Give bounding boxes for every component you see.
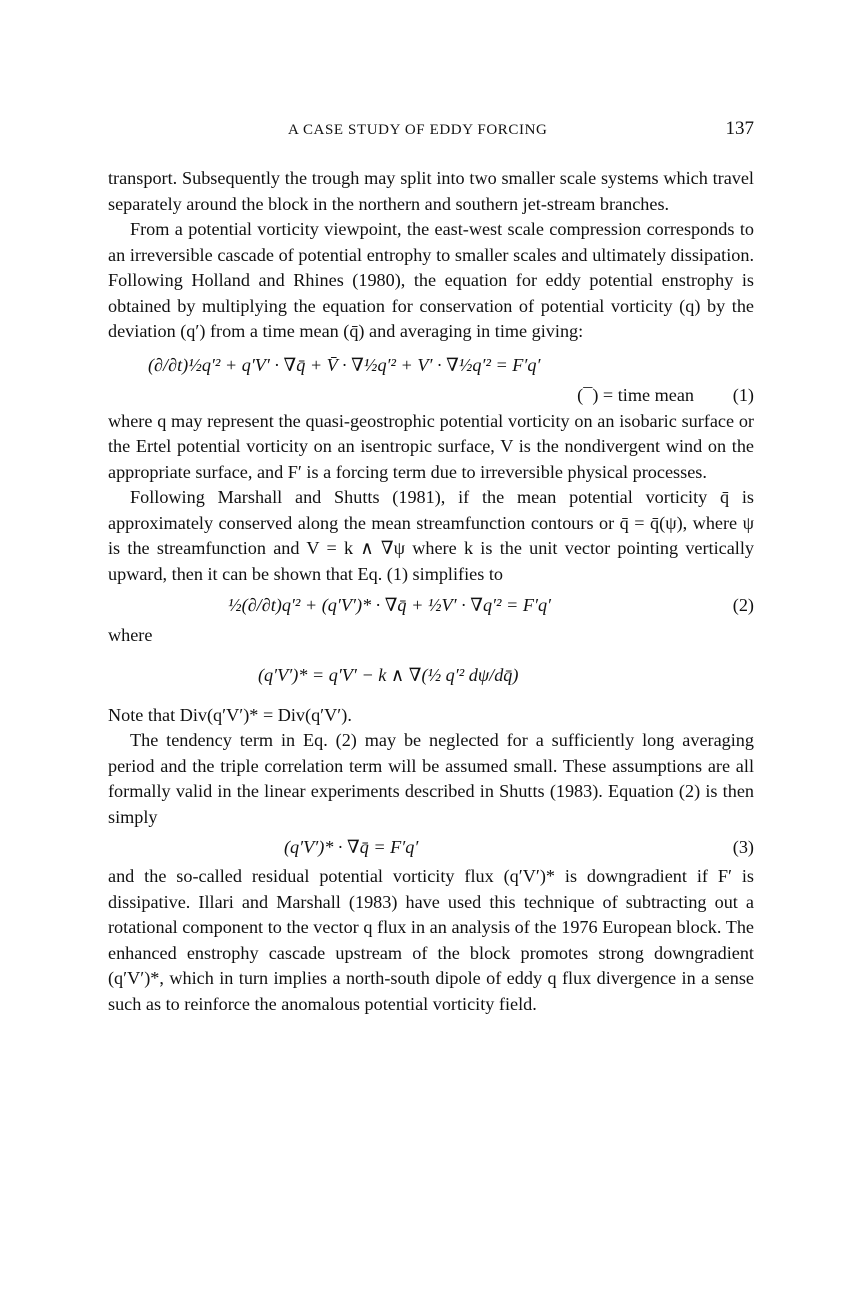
equation-3 xyxy=(108,830,754,864)
page-number: 137 xyxy=(725,118,754,139)
page-header xyxy=(108,118,754,146)
equation-1-number: (1) xyxy=(732,384,754,405)
equation-1 xyxy=(108,345,754,409)
equation-2 xyxy=(108,587,754,623)
equation-1-note: (¯) = time mean xyxy=(577,384,694,405)
equation-2-number: (2) xyxy=(732,595,754,615)
equation-3-body: (q′V′)* · ∇q̄ = F′q′ xyxy=(284,837,419,857)
running-head: A CASE STUDY OF EDDY FORCING xyxy=(288,122,548,138)
paragraph-4: Following Marshall and Shutts (1981), if the mean potential vorticity q̄ is approximately conserved along the mean streamfunction contours or q̄ = q̄(ψ), where ψ is the streamfunction and V = k ∧ ∇ψ where k is the unit vector pointing vertically upward, then it can be shown that Eq. (1) simplifies to xyxy=(108,487,754,584)
equation-1-body: (∂/∂t)½q′² + q′V′ · ∇q̄ + V̄ · ∇½q′² + V′ · ∇½q′² = F′q′ xyxy=(148,354,541,375)
paragraph-1: transport. Subsequently the trough may split into two smaller scale systems which travel separately around the block in the northern and southern jet-stream branches. xyxy=(108,168,754,214)
body-text xyxy=(108,166,754,1017)
equation-2-body: ½(∂/∂t)q′² + (q′V′)* · ∇q̄ + ½V′ · ∇q′² = F′q′ xyxy=(228,595,552,615)
equation-3-number: (3) xyxy=(732,837,754,857)
paragraph-2: From a potential vorticity viewpoint, the east-west scale compression corresponds to an irreversible cascade of potential entrophy to smaller scales and ultimately dissipation. Following Holland and Rhines (1980), the equation for eddy potential enstrophy is obtained by multiplying the equation for conservation of potential vorticity (q) by the deviation (q′) from a time mean (q̄) and averaging in time giving: xyxy=(108,219,754,341)
paragraph-5: Note that Div(q′V′)* = Div(q′V′). xyxy=(108,704,352,725)
equation-definition-body: (q′V′)* = q′V′ − k ∧ ∇(½ q′² dψ/dq̄) xyxy=(258,664,519,685)
paragraph-7: and the so-called residual potential vorticity flux (q′V′)* is downgradient if F′ is dissipative. Illari and Marshall (1983) have used this technique of subtracting out a rotational component to the vector q flux in an analysis of the 1976 European block. The enhanced enstrophy cascade upstream of the block promotes strong downgradient (q′V′)*, which in turn implies a north-south dipole of eddy q flux divergence in a sense such as to reinforce the anomalous potential vorticity field. xyxy=(108,866,754,1014)
paragraph-6: The tendency term in Eq. (2) may be neglected for a sufficiently long averaging period and the triple correlation term will be assumed small. These assumptions are all formally valid in the linear experiments described in Shutts (1983). Equation (2) is then simply xyxy=(108,730,754,827)
equation-definition xyxy=(108,649,754,703)
page xyxy=(108,118,754,1017)
where-label: where xyxy=(108,625,153,645)
paragraph-3: where q may represent the quasi-geostrophic potential vorticity on an isobaric surface or the Ertel potential vorticity on an isentropic surface, V is the nondivergent wind on the appropriate surface, and F′ is a forcing term due to irreversible physical processes. xyxy=(108,410,754,482)
